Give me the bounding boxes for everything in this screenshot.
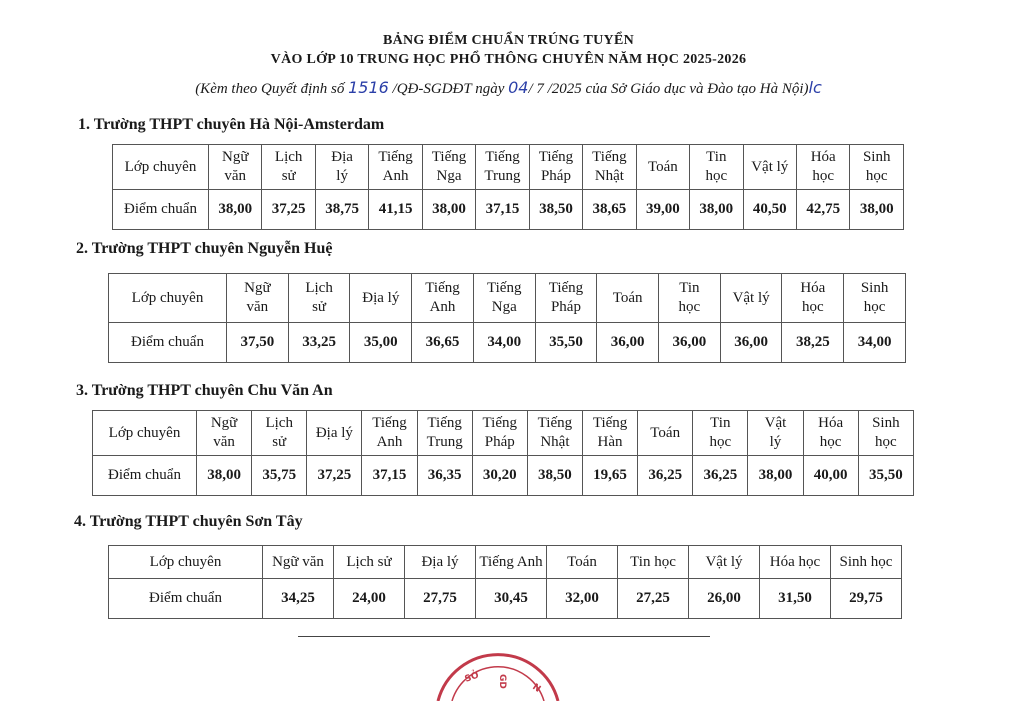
subject-name-line2: văn [246, 299, 269, 315]
subject-name-line2: học [819, 434, 842, 450]
score-row [113, 190, 904, 230]
subject-header [209, 145, 262, 190]
class-row [109, 546, 902, 579]
subject-header [693, 411, 748, 456]
cutoff-score: 38,50 [529, 190, 582, 230]
subject-name-line2: Nga [491, 299, 517, 315]
subject-header [748, 411, 803, 456]
subject-name-line1: Lịch sử [346, 553, 392, 570]
subject-header [262, 145, 315, 190]
cutoff-score: 38,00 [422, 190, 475, 230]
subject-header [405, 546, 476, 579]
subject-name-line2: học [801, 299, 824, 315]
subject-name-line1: Ngữ văn [272, 553, 324, 570]
cutoff-score: 37,25 [262, 190, 315, 230]
subject-name-line2: Nhật [540, 434, 570, 450]
subject-name-line1: Hóa [818, 415, 844, 431]
subject-header [582, 411, 637, 456]
subject-name-line2: sử [312, 299, 327, 315]
subject-name-line2: sử [272, 434, 287, 450]
row-label-score: Điểm chuẩn [113, 190, 209, 230]
cutoff-score: 35,50 [858, 456, 913, 496]
subject-header [476, 145, 529, 190]
score-row [109, 323, 906, 363]
subject-name-line1: Ngữ [210, 415, 238, 431]
cutoff-score: 37,15 [362, 456, 417, 496]
subject-header [690, 145, 743, 190]
row-label-class: Lớp chuyên [113, 145, 209, 190]
row-label-score: Điểm chuẩn [93, 456, 197, 496]
subject-header [288, 274, 350, 323]
class-row [93, 411, 914, 456]
subject-name-line1: Sinh [872, 415, 900, 431]
subject-header [334, 546, 405, 579]
subject-header [197, 411, 252, 456]
subject-header [473, 274, 535, 323]
score-table-3 [92, 410, 914, 496]
row-label-class: Lớp chuyên [109, 274, 227, 323]
cutoff-score: 37,50 [227, 323, 289, 363]
decision-number: 1516 [348, 78, 389, 97]
school-heading-2: 2. Trường THPT chuyên Nguyễn Huệ [76, 240, 333, 257]
subject-name-line2: học [709, 434, 732, 450]
cutoff-score: 38,50 [527, 456, 582, 496]
subject-header [476, 546, 547, 579]
subject-name-line1: Sinh [862, 149, 891, 165]
subject-header [417, 411, 472, 456]
cutoff-score: 41,15 [369, 190, 422, 230]
subject-header [350, 274, 412, 323]
cutoff-score: 30,20 [472, 456, 527, 496]
subject-name-line1: Toán [647, 158, 678, 175]
subject-header [412, 274, 474, 323]
subject-name-line1: Tiếng [548, 280, 584, 296]
cutoff-score: 34,00 [844, 323, 906, 363]
row-label-class: Lớp chuyên [109, 546, 263, 579]
row-label-score: Điểm chuẩn [109, 323, 227, 363]
cutoff-score: 34,00 [473, 323, 535, 363]
stamp-text-left: SỞ [463, 670, 481, 685]
document-subtitle: VÀO LỚP 10 TRUNG HỌC PHỔ THÔNG CHUYÊN NĂM HỌC 2025-2026 [270, 52, 747, 67]
subject-header [597, 274, 659, 323]
decision-reference [0, 78, 1017, 98]
subject-name-line1: Vật lý [732, 289, 770, 306]
subject-header [422, 145, 475, 190]
cutoff-score: 38,00 [690, 190, 743, 230]
subject-header [803, 411, 858, 456]
subject-name-line1: Tiếng [425, 280, 460, 296]
subject-name-line1: Toán [650, 424, 681, 441]
cutoff-score: 36,25 [693, 456, 748, 496]
cutoff-score: 36,65 [412, 323, 474, 363]
subject-header [307, 411, 362, 456]
cutoff-score: 38,00 [748, 456, 803, 496]
subject-header [362, 411, 417, 456]
subject-header [689, 546, 760, 579]
subject-name-line1: Tiếng [592, 149, 627, 165]
subject-name-line1: Tiếng [538, 149, 574, 165]
cutoff-score: 30,45 [476, 579, 547, 619]
subject-header [472, 411, 527, 456]
cutoff-score: 39,00 [636, 190, 689, 230]
cutoff-score: 36,00 [597, 323, 659, 363]
cutoff-score: 37,25 [307, 456, 362, 496]
school-heading-1: 1. Trường THPT chuyên Hà Nội-Amsterdam [78, 116, 385, 133]
subject-name-line2: sử [281, 168, 296, 184]
subject-name-line1: Vật lý [705, 553, 743, 570]
subject-name-line1: Tiếng [537, 415, 573, 431]
cutoff-score: 27,75 [405, 579, 476, 619]
subject-name-line1: Hóa [810, 149, 836, 165]
subject-header [831, 546, 902, 579]
subject-name-line2: học [865, 168, 888, 184]
subject-header [796, 145, 849, 190]
subject-header [252, 411, 307, 456]
cutoff-score: 36,00 [659, 323, 721, 363]
subject-header [263, 546, 334, 579]
subject-name-line1: Tin học [630, 553, 676, 570]
subject-name-line1: Tin [710, 415, 731, 431]
subject-name-line1: Ngữ [221, 149, 249, 165]
subject-name-line2: văn [224, 168, 247, 184]
subject-name-line1: Sinh [860, 280, 889, 296]
decision-text-1: (Kèm theo Quyết định số [195, 81, 349, 97]
subject-name-line1: Địa [331, 149, 353, 165]
cutoff-score: 27,25 [618, 579, 689, 619]
subject-name-line2: Nga [436, 168, 462, 184]
subject-header [782, 274, 844, 323]
cutoff-score: 29,75 [831, 579, 902, 619]
cutoff-score: 38,25 [782, 323, 844, 363]
subject-name-line1: Địa lý [315, 424, 353, 441]
cutoff-score: 40,50 [743, 190, 796, 230]
signature-line [298, 636, 710, 637]
subject-name-line1: Ngữ [244, 280, 271, 296]
document-title: BẢNG ĐIỂM CHUẨN TRÚNG TUYỂN [382, 33, 635, 48]
subject-name-line1: Tiếng [427, 415, 462, 431]
subject-name-line1: Tin [706, 149, 727, 165]
subject-header [583, 145, 636, 190]
cutoff-score: 38,00 [850, 190, 904, 230]
subject-header [638, 411, 693, 456]
subject-header [535, 274, 597, 323]
subject-name-line2: học [875, 434, 897, 450]
cutoff-score: 35,00 [350, 323, 412, 363]
subject-name-line1: Lịch [274, 149, 303, 165]
cutoff-score: 24,00 [334, 579, 405, 619]
cutoff-score: 38,00 [209, 190, 262, 230]
subject-header [369, 145, 422, 190]
subject-name-line1: Tiếng [372, 415, 407, 431]
subject-name-line2: học [705, 168, 728, 184]
subject-name-line2: Anh [376, 434, 403, 450]
decision-text-2: /QĐ-SGDĐT ngày [388, 81, 509, 97]
subject-header [720, 274, 782, 323]
subject-name-line1: Tiếng [431, 149, 467, 165]
subject-name-line2: Pháp [540, 168, 571, 184]
subject-name-line1: Tiếng [485, 149, 520, 165]
subject-header [844, 274, 906, 323]
subject-name-line1: Lịch [265, 415, 293, 431]
subject-name-line2: Nhật [594, 168, 624, 184]
official-stamp [428, 652, 568, 701]
cutoff-score: 36,25 [638, 456, 693, 496]
subject-name-line2: Pháp [550, 299, 581, 315]
row-label-score: Điểm chuẩn [109, 579, 263, 619]
subject-header [315, 145, 368, 190]
subject-name-line2: Pháp [484, 434, 515, 450]
subject-name-line2: Trung [484, 168, 521, 184]
score-table-2 [108, 273, 906, 363]
class-row [109, 274, 906, 323]
subject-name-line1: Toán [612, 289, 643, 306]
subject-name-line2: học [863, 299, 886, 315]
cutoff-score: 33,25 [288, 323, 350, 363]
subject-name-line1: Tiếng [482, 415, 517, 431]
subject-name-line1: Vật [764, 415, 787, 431]
cutoff-score: 26,00 [689, 579, 760, 619]
subject-header [529, 145, 582, 190]
stamp-text-right: N [530, 682, 543, 695]
subject-name-line2: lý [336, 168, 348, 184]
cutoff-score: 42,75 [796, 190, 849, 230]
subject-name-line2: lý [769, 434, 782, 450]
subject-name-line2: Hàn [597, 434, 623, 450]
subject-header [636, 145, 689, 190]
subject-header [547, 546, 618, 579]
cutoff-score: 31,50 [760, 579, 831, 619]
subject-name-line2: học [678, 299, 701, 315]
cutoff-score: 34,25 [263, 579, 334, 619]
cutoff-score: 35,50 [535, 323, 597, 363]
school-heading-4: 4. Trường THPT chuyên Sơn Tây [74, 513, 303, 530]
subject-header [527, 411, 582, 456]
subject-name-line1: Tiếng Anh [479, 553, 543, 570]
subject-name-line1: Địa lý [421, 553, 459, 570]
cutoff-score: 36,35 [417, 456, 472, 496]
score-row [109, 579, 902, 619]
subject-name-line1: Hóa [800, 280, 826, 296]
subject-header [227, 274, 289, 323]
subject-name-line1: Tin [679, 280, 700, 296]
subject-name-line2: Trung [426, 434, 463, 450]
subject-header [659, 274, 721, 323]
subject-header [618, 546, 689, 579]
initial-mark: lc [808, 78, 822, 97]
class-row [113, 145, 904, 190]
subject-header [760, 546, 831, 579]
cutoff-score: 32,00 [547, 579, 618, 619]
subject-name-line2: Anh [382, 168, 409, 184]
subject-name-line1: Sinh học [839, 553, 893, 570]
cutoff-score: 38,65 [583, 190, 636, 230]
decision-text-3: / 7 /2025 của Sở Giáo dục và Đào tạo Hà Nội) [528, 81, 809, 97]
subject-header [850, 145, 904, 190]
subject-name-line1: Địa lý [362, 289, 400, 306]
subject-name-line1: Tiếng [378, 149, 413, 165]
subject-header [858, 411, 913, 456]
subject-name-line1: Vật lý [751, 158, 789, 175]
school-heading-3: 3. Trường THPT chuyên Chu Văn An [76, 382, 333, 399]
subject-name-line2: học [812, 168, 835, 184]
row-label-class: Lớp chuyên [93, 411, 197, 456]
stamp-text-mid: GD [497, 674, 507, 689]
score-table-4 [108, 545, 902, 619]
cutoff-score: 19,65 [582, 456, 637, 496]
score-row [93, 456, 914, 496]
cutoff-score: 35,75 [252, 456, 307, 496]
cutoff-score: 38,00 [197, 456, 252, 496]
subject-name-line1: Hóa học [769, 553, 821, 570]
cutoff-score: 36,00 [720, 323, 782, 363]
subject-name-line2: Anh [429, 299, 456, 315]
decision-day: 04 [508, 78, 529, 97]
cutoff-score: 40,00 [803, 456, 858, 496]
subject-name-line1: Lịch [305, 280, 333, 296]
subject-name-line2: văn [213, 434, 235, 450]
subject-name-line1: Tiếng [592, 415, 628, 431]
score-table-1 [112, 144, 904, 230]
subject-header [743, 145, 796, 190]
cutoff-score: 37,15 [476, 190, 529, 230]
subject-name-line1: Tiếng [487, 280, 522, 296]
subject-name-line1: Toán [567, 553, 597, 570]
cutoff-score: 38,75 [315, 190, 368, 230]
